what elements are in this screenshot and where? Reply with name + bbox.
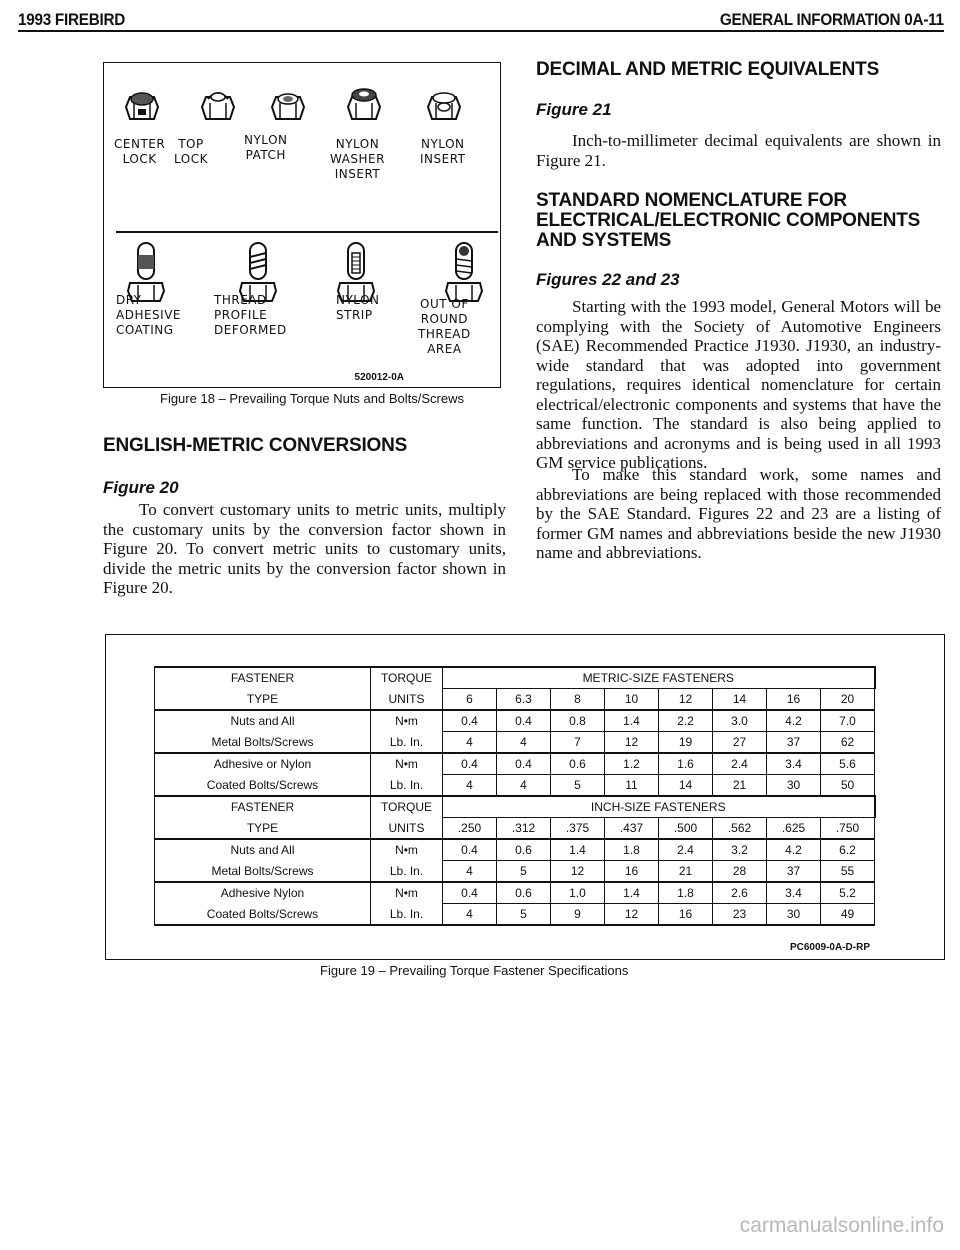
table-row bbox=[155, 775, 875, 797]
torque-value-cell: 2.6 bbox=[713, 882, 767, 904]
page-header bbox=[18, 6, 944, 32]
inch-size: .750 bbox=[821, 818, 875, 840]
torque-value-cell: 3.4 bbox=[767, 753, 821, 775]
figure-20-label: Figure 20 bbox=[103, 478, 179, 497]
metric-header-fastener: FASTENER bbox=[155, 667, 371, 689]
torque-value-cell: 7.0 bbox=[821, 710, 875, 732]
figure-18 bbox=[103, 62, 501, 388]
inch-size: .250 bbox=[443, 818, 497, 840]
torque-value-cell: 0.6 bbox=[551, 753, 605, 775]
nomenclature-paragraph-2: To make this standard work, some names and abbreviations are being replaced with those recommended by the SAE Standard. Figures 22 and 23 are a listing of former GM names and abbreviations beside the new J1930 name and abbreviations. bbox=[536, 465, 941, 562]
fastener-type-cell: Adhesive or Nylon bbox=[155, 753, 371, 775]
torque-unit-cell: N•m bbox=[371, 710, 443, 732]
english-metric-heading: ENGLISH-METRIC CONVERSIONS bbox=[103, 435, 408, 456]
torque-value-cell: 4 bbox=[443, 904, 497, 926]
nylon-patch-nut-icon bbox=[270, 87, 306, 123]
torque-value-cell: 5.6 bbox=[821, 753, 875, 775]
inch-size: .500 bbox=[659, 818, 713, 840]
torque-value-cell: 5.2 bbox=[821, 882, 875, 904]
torque-value-cell: 0.4 bbox=[443, 753, 497, 775]
inch-size: .625 bbox=[767, 818, 821, 840]
metric-size: 16 bbox=[767, 689, 821, 711]
torque-unit-cell: Lb. In. bbox=[371, 732, 443, 754]
figure-19-code: PC6009-0A-D-RP bbox=[789, 942, 870, 953]
figure-18-caption: Figure 18 – Prevailing Torque Nuts and Bolts/Screws bbox=[160, 391, 464, 406]
figures-22-23-label: Figures 22 and 23 bbox=[536, 270, 680, 289]
label-nylon-insert: NYLON INSERT bbox=[420, 137, 466, 166]
torque-value-cell: 4.2 bbox=[767, 710, 821, 732]
torque-value-cell: 19 bbox=[659, 732, 713, 754]
torque-value-cell: 1.6 bbox=[659, 753, 713, 775]
torque-value-cell: 0.6 bbox=[497, 882, 551, 904]
torque-value-cell: 14 bbox=[659, 775, 713, 797]
torque-value-cell: 11 bbox=[605, 775, 659, 797]
torque-value-cell: 21 bbox=[659, 861, 713, 883]
torque-value-cell: 12 bbox=[551, 861, 605, 883]
torque-value-cell: 5 bbox=[497, 861, 551, 883]
inch-header-fastener: FASTENER bbox=[155, 796, 371, 818]
torque-value-cell: 4.2 bbox=[767, 839, 821, 861]
torque-value-cell: 12 bbox=[605, 904, 659, 926]
figure-18-code: 520012-0A bbox=[354, 372, 404, 383]
nylon-washer-insert-nut-icon bbox=[346, 85, 382, 123]
table-row bbox=[155, 904, 875, 926]
top-lock-nut-icon bbox=[200, 87, 236, 123]
torque-value-cell: 2.2 bbox=[659, 710, 713, 732]
torque-value-cell: 3.4 bbox=[767, 882, 821, 904]
header-model: 1993 FIREBIRD bbox=[18, 10, 126, 29]
torque-value-cell: 27 bbox=[713, 732, 767, 754]
decimal-metric-heading: DECIMAL AND METRIC EQUIVALENTS bbox=[536, 59, 880, 80]
torque-value-cell: 0.8 bbox=[551, 710, 605, 732]
torque-value-cell: 5 bbox=[551, 775, 605, 797]
torque-value-cell: 37 bbox=[767, 732, 821, 754]
torque-unit-cell: N•m bbox=[371, 882, 443, 904]
inch-header-units: UNITS bbox=[371, 818, 443, 840]
torque-value-cell: 50 bbox=[821, 775, 875, 797]
torque-value-cell: 4 bbox=[443, 861, 497, 883]
torque-value-cell: 37 bbox=[767, 861, 821, 883]
metric-header-type: TYPE bbox=[155, 689, 371, 711]
torque-value-cell: 62 bbox=[821, 732, 875, 754]
decimal-metric-paragraph: Inch-to-millimeter decimal equivalents are shown in Figure 21. bbox=[536, 131, 941, 170]
torque-value-cell: 4 bbox=[497, 775, 551, 797]
label-top-lock: TOP LOCK bbox=[174, 137, 208, 166]
torque-value-cell: 1.4 bbox=[605, 882, 659, 904]
torque-value-cell: 21 bbox=[713, 775, 767, 797]
metric-size: 6.3 bbox=[497, 689, 551, 711]
torque-unit-cell: N•m bbox=[371, 839, 443, 861]
torque-value-cell: 0.4 bbox=[497, 753, 551, 775]
torque-value-cell: 1.4 bbox=[551, 839, 605, 861]
metric-size: 10 bbox=[605, 689, 659, 711]
fastener-type-cell: Nuts and All bbox=[155, 710, 371, 732]
prevailing-torque-table bbox=[154, 666, 876, 926]
label-dry-adhesive-coating: DRY ADHESIVE COATING bbox=[116, 293, 182, 337]
metric-section-title: METRIC-SIZE FASTENERS bbox=[443, 667, 875, 689]
nomenclature-heading-line-2: ELECTRICAL/ELECTRONIC COMPONENTS bbox=[536, 210, 921, 231]
label-center-lock: CENTER LOCK bbox=[114, 137, 166, 166]
torque-value-cell: 0.6 bbox=[497, 839, 551, 861]
metric-header-torque: TORQUE bbox=[371, 667, 443, 689]
metric-size: 12 bbox=[659, 689, 713, 711]
torque-value-cell: 7 bbox=[551, 732, 605, 754]
torque-value-cell: 28 bbox=[713, 861, 767, 883]
center-lock-nut-icon bbox=[124, 89, 160, 125]
torque-value-cell: 0.4 bbox=[443, 710, 497, 732]
inch-size: .562 bbox=[713, 818, 767, 840]
torque-value-cell: 0.4 bbox=[443, 882, 497, 904]
nomenclature-heading bbox=[536, 191, 920, 251]
table-row bbox=[155, 710, 875, 732]
table-row bbox=[155, 861, 875, 883]
torque-unit-cell: N•m bbox=[371, 753, 443, 775]
torque-value-cell: 30 bbox=[767, 904, 821, 926]
label-nylon-washer-insert: NYLON WASHER INSERT bbox=[330, 137, 385, 181]
label-thread-profile-deformed: THREAD PROFILE DEFORMED bbox=[214, 293, 287, 337]
table-row bbox=[155, 839, 875, 861]
fastener-type-cell: Nuts and All bbox=[155, 839, 371, 861]
inch-section-title: INCH-SIZE FASTENERS bbox=[443, 796, 875, 818]
torque-value-cell: 0.4 bbox=[443, 839, 497, 861]
metric-size: 20 bbox=[821, 689, 875, 711]
header-section: GENERAL INFORMATION 0A-11 bbox=[720, 10, 944, 29]
metric-size: 6 bbox=[443, 689, 497, 711]
nylon-insert-nut-icon bbox=[426, 87, 462, 123]
torque-value-cell: 0.4 bbox=[497, 710, 551, 732]
torque-value-cell: 1.8 bbox=[659, 882, 713, 904]
torque-value-cell: 4 bbox=[497, 732, 551, 754]
torque-value-cell: 4 bbox=[443, 775, 497, 797]
torque-unit-cell: Lb. In. bbox=[371, 861, 443, 883]
torque-value-cell: 1.8 bbox=[605, 839, 659, 861]
torque-value-cell: 3.0 bbox=[713, 710, 767, 732]
label-nylon-strip: NYLON STRIP bbox=[336, 293, 380, 322]
torque-value-cell: 16 bbox=[659, 904, 713, 926]
label-out-of-round-thread-area: OUT OF ROUND THREAD AREA bbox=[418, 297, 471, 356]
torque-value-cell: 55 bbox=[821, 861, 875, 883]
watermark: carmanualsonline.info bbox=[739, 1214, 944, 1237]
torque-value-cell: 3.2 bbox=[713, 839, 767, 861]
torque-value-cell: 1.4 bbox=[605, 710, 659, 732]
inch-header-torque: TORQUE bbox=[371, 796, 443, 818]
fastener-type-cell: Metal Bolts/Screws bbox=[155, 732, 371, 754]
out-of-round-thread-bolt-icon bbox=[444, 239, 484, 303]
nomenclature-heading-line-3: AND SYSTEMS bbox=[536, 230, 672, 251]
fastener-type-cell: Metal Bolts/Screws bbox=[155, 861, 371, 883]
torque-value-cell: 5 bbox=[497, 904, 551, 926]
inch-header-type: TYPE bbox=[155, 818, 371, 840]
torque-value-cell: 1.0 bbox=[551, 882, 605, 904]
nomenclature-heading-line-1: STANDARD NOMENCLATURE FOR bbox=[536, 190, 847, 211]
figure-18-divider bbox=[116, 231, 498, 233]
nomenclature-paragraph-1: Starting with the 1993 model, General Motors will be complying with the Society of Automotive Engineers (SAE) Recommended Practice J1930. J1930, an industry-wide standard that was adopted into government regulations, requires identical nomenclature for certain electrical/electronic components and systems that have the same function. The standard is also being applied to abbreviations and acronyms and is being used in all 1993 GM service publications. bbox=[536, 297, 941, 472]
torque-value-cell: 6.2 bbox=[821, 839, 875, 861]
torque-value-cell: 2.4 bbox=[659, 839, 713, 861]
torque-value-cell: 2.4 bbox=[713, 753, 767, 775]
torque-value-cell: 9 bbox=[551, 904, 605, 926]
table-row bbox=[155, 882, 875, 904]
torque-value-cell: 23 bbox=[713, 904, 767, 926]
figure-19-caption: Figure 19 – Prevailing Torque Fastener Specifications bbox=[320, 963, 629, 978]
table-row bbox=[155, 753, 875, 775]
torque-unit-cell: Lb. In. bbox=[371, 775, 443, 797]
fastener-type-cell: Adhesive Nylon bbox=[155, 882, 371, 904]
metric-size: 8 bbox=[551, 689, 605, 711]
torque-value-cell: 12 bbox=[605, 732, 659, 754]
metric-size: 14 bbox=[713, 689, 767, 711]
torque-value-cell: 4 bbox=[443, 732, 497, 754]
metric-header-units: UNITS bbox=[371, 689, 443, 711]
figure-19 bbox=[105, 634, 945, 960]
torque-value-cell: 16 bbox=[605, 861, 659, 883]
figure-21-label: Figure 21 bbox=[536, 100, 612, 119]
inch-size: .437 bbox=[605, 818, 659, 840]
fastener-type-cell: Coated Bolts/Screws bbox=[155, 775, 371, 797]
label-nylon-patch: NYLON PATCH bbox=[244, 133, 288, 162]
table-row bbox=[155, 732, 875, 754]
inch-size: .375 bbox=[551, 818, 605, 840]
torque-unit-cell: Lb. In. bbox=[371, 904, 443, 926]
fastener-type-cell: Coated Bolts/Screws bbox=[155, 904, 371, 926]
torque-value-cell: 30 bbox=[767, 775, 821, 797]
inch-size: .312 bbox=[497, 818, 551, 840]
torque-value-cell: 1.2 bbox=[605, 753, 659, 775]
torque-value-cell: 49 bbox=[821, 904, 875, 926]
english-metric-paragraph: To convert customary units to metric units, multiply the customary units by the conversion factor shown in Figure 20. To convert metric units to customary units, divide the metric units by the conversion factor shown in Figure 20. bbox=[103, 500, 506, 597]
